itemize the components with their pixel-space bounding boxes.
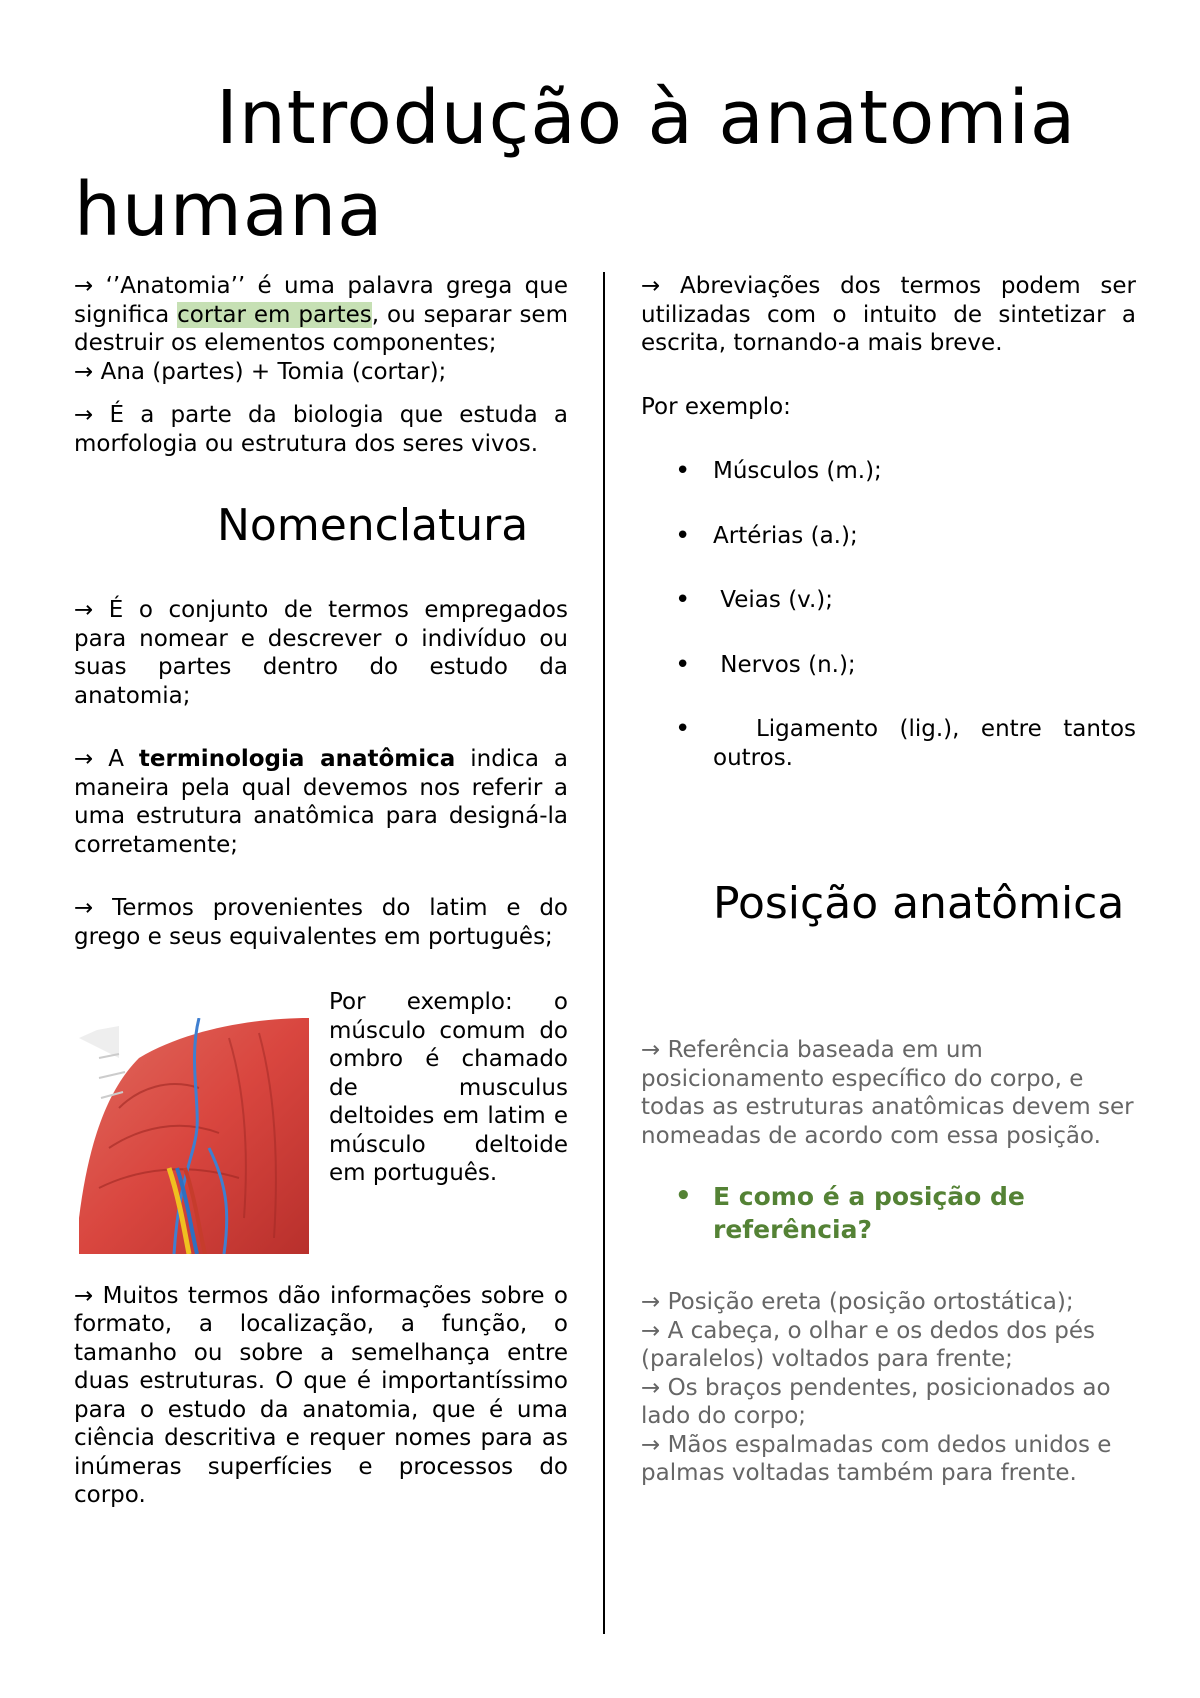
list-item: • Ligamento (lig.), entre tantos outros. bbox=[641, 715, 1136, 772]
position-description bbox=[641, 1288, 1136, 1488]
position-line: → A cabeça, o olhar e os dedos dos pés (paralelos) voltados para frente; bbox=[641, 1317, 1096, 1372]
list-item: • Músculos (m.); bbox=[641, 457, 1136, 486]
list-item: • Veias (v.); bbox=[641, 586, 1136, 615]
question-list bbox=[641, 1180, 1136, 1246]
heading-posicao-anatomica: Posição anatômica bbox=[713, 878, 1125, 929]
paragraph-conjunto-termos: → É o conjunto de termos empregados para nomear e descrever o indivíduo ou suas partes dentro do estudo da anatomia; bbox=[74, 597, 568, 709]
paragraph-anatomia-definition: → ‘’Anatomia’’ é uma palavra grega que significa cortar em partes, ou separar sem destruir os elementos componentes; bbox=[74, 273, 568, 356]
list-item: • Nervos (n.); bbox=[641, 651, 1136, 680]
paragraph-por-exemplo: Por exemplo: bbox=[641, 393, 791, 420]
paragraph-abreviacoes: → Abreviações dos termos podem ser utilizadas com o intuito de sintetizar a escrita, tornando-a mais breve. bbox=[641, 273, 1136, 356]
heading-nomenclatura: Nomenclatura bbox=[217, 500, 529, 551]
paragraph-biology: → É a parte da biologia que estuda a morfologia ou estrutura dos seres vivos. bbox=[74, 402, 568, 457]
position-line: → Mãos espalmadas com dedos unidos e palmas voltadas também para frente. bbox=[641, 1431, 1112, 1486]
paragraph-termos-informacoes: → Muitos termos dão informações sobre o formato, a localização, a função, o tamanho ou sobre a semelhança entre duas estruturas. O que é importantíssimo para o estudo da anatomia, que é uma ciência descritiva e requer nomes para as inúmeras superfícies e processos do corpo. bbox=[74, 1282, 568, 1508]
deltoid-muscle-image bbox=[79, 1018, 309, 1254]
list-item: • Artérias (a.); bbox=[641, 522, 1136, 551]
question-heading: • E como é a posição de referência? bbox=[641, 1180, 1136, 1246]
position-line: → Os braços pendentes, posicionados ao lado do corpo; bbox=[641, 1374, 1111, 1429]
title-line-1: Introdução à anatomia bbox=[216, 75, 1077, 161]
title-line-2: humana bbox=[74, 167, 384, 253]
column-divider bbox=[603, 272, 605, 1634]
abbreviation-list bbox=[641, 457, 1144, 772]
paragraph-terminologia: → A terminologia anatômica indica a maneira pela qual devemos nos referir a uma estrutura anatômica para designá-la corretamente; bbox=[74, 746, 568, 858]
paragraph-ana-tomia: → Ana (partes) + Tomia (cortar); bbox=[74, 358, 447, 385]
paragraph-referencia: → Referência baseada em um posicionamento específico do corpo, e todas as estruturas anatômicas devem ser nomeadas de acordo com essa posição. bbox=[641, 1037, 1134, 1149]
bold-term: terminologia anatômica bbox=[138, 746, 456, 772]
highlighted-text: cortar em partes bbox=[177, 301, 372, 328]
position-line: → Posição ereta (posição ortostática); bbox=[641, 1289, 1074, 1315]
right-column bbox=[641, 272, 1144, 1488]
paragraph-example-deltoide: Por exemplo: o músculo comum do ombro é chamado de musculus deltoides em latim e músculo deltoide em português. bbox=[329, 989, 568, 1186]
left-column bbox=[74, 272, 568, 1510]
page-title bbox=[74, 72, 1134, 256]
paragraph-latim-grego: → Termos provenientes do latim e do grego e seus equivalentes em português; bbox=[74, 895, 568, 950]
